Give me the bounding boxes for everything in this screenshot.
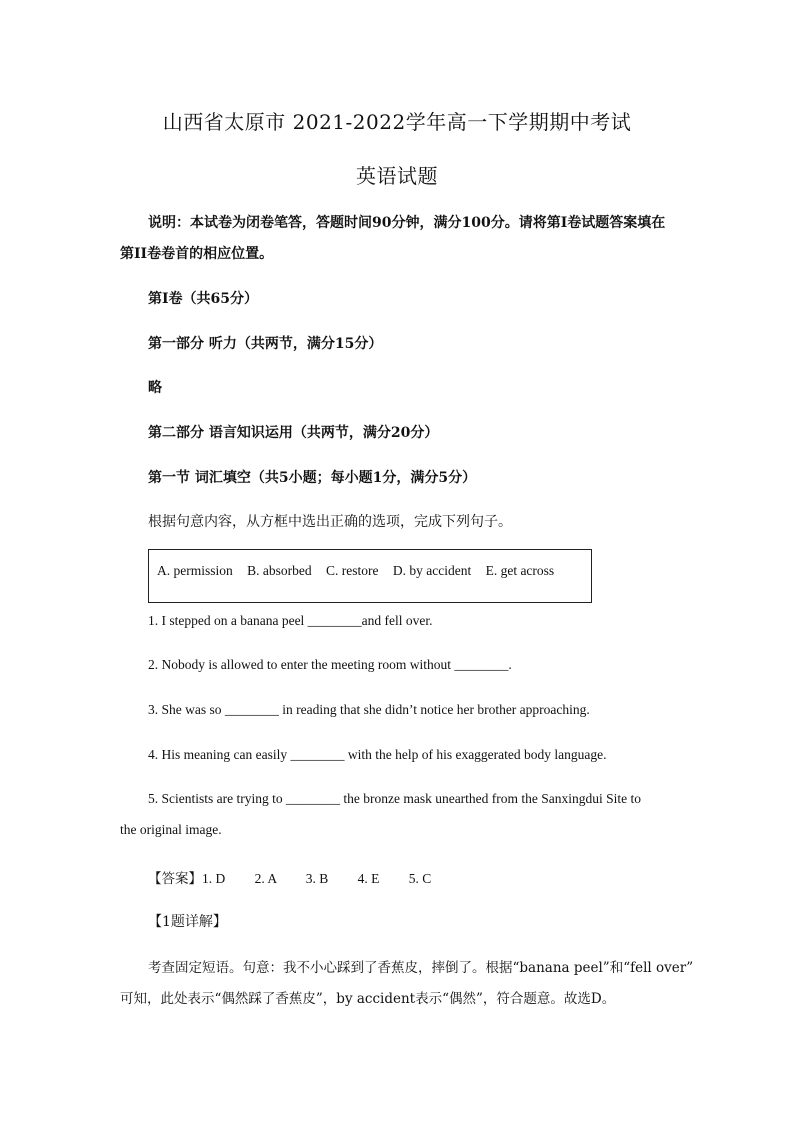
answer-2: 2. A	[254, 871, 277, 886]
question-4: 4. His meaning can easily ________ with the help of his exaggerated body language.	[148, 747, 607, 762]
option-d: D. by accident	[392, 563, 472, 578]
question-1: 1. I stepped on a banana peel ________and fell over.	[148, 613, 433, 628]
omitted-note: 略	[148, 380, 162, 396]
exam-title: 山西省太原市 2021-2022学年高一下学期期中考试	[162, 110, 632, 134]
exam-subtitle: 英语试题	[356, 164, 438, 188]
instructions-line-1: 说明：本试卷为闭卷笔答，答题时间90分钟，满分100分。请将第I卷试题答案填在	[148, 215, 666, 231]
answer-row	[148, 867, 431, 887]
question-2: 2. Nobody is allowed to enter the meeting room without ________.	[148, 657, 512, 672]
explanation-line-2: 可知，此处表示“偶然踩了香蕉皮”，by accident表示“偶然”，符合题意。故选D。	[120, 991, 616, 1007]
options-box	[148, 549, 592, 603]
section-1-heading: 第一节 词汇填空（共5小题；每小题1分，满分5分）	[148, 470, 477, 486]
answer-5: 5. C	[408, 871, 432, 886]
question-5-continuation: the original image.	[120, 822, 222, 837]
option-c: C. restore	[326, 563, 379, 578]
detail-heading: 【1题详解】	[148, 914, 227, 930]
answer-1: 1. D	[202, 871, 226, 886]
instructions-line-2: 第II卷卷首的相应位置。	[120, 246, 274, 262]
answer-3: 3. B	[305, 871, 329, 886]
explanation-line-1: 考查固定短语。句意：我不小心踩到了香蕉皮，摔倒了。根据“banana peel”和“fell over”	[148, 960, 694, 976]
part-2-heading: 第二部分 语言知识运用（共两节，满分20分）	[148, 425, 439, 441]
answer-4: 4. E	[357, 871, 380, 886]
question-3: 3. She was so ________ in reading that she didn’t notice her brother approaching.	[148, 702, 590, 717]
option-a: A. permission	[157, 563, 233, 578]
question-5: 5. Scientists are trying to ________ the bronze mask unearthed from the Sanxingdui Site to	[148, 791, 642, 806]
option-e: E. get across	[485, 563, 555, 578]
answer-label: 【答案】	[148, 871, 202, 887]
option-b: B. absorbed	[247, 563, 312, 578]
part-1-heading: 第一部分 听力（共两节，满分15分）	[148, 336, 383, 352]
directions-text: 根据句意内容，从方框中选出正确的选项，完成下列句子。	[148, 514, 512, 530]
volume-1-heading: 第I卷（共65分）	[148, 291, 259, 307]
